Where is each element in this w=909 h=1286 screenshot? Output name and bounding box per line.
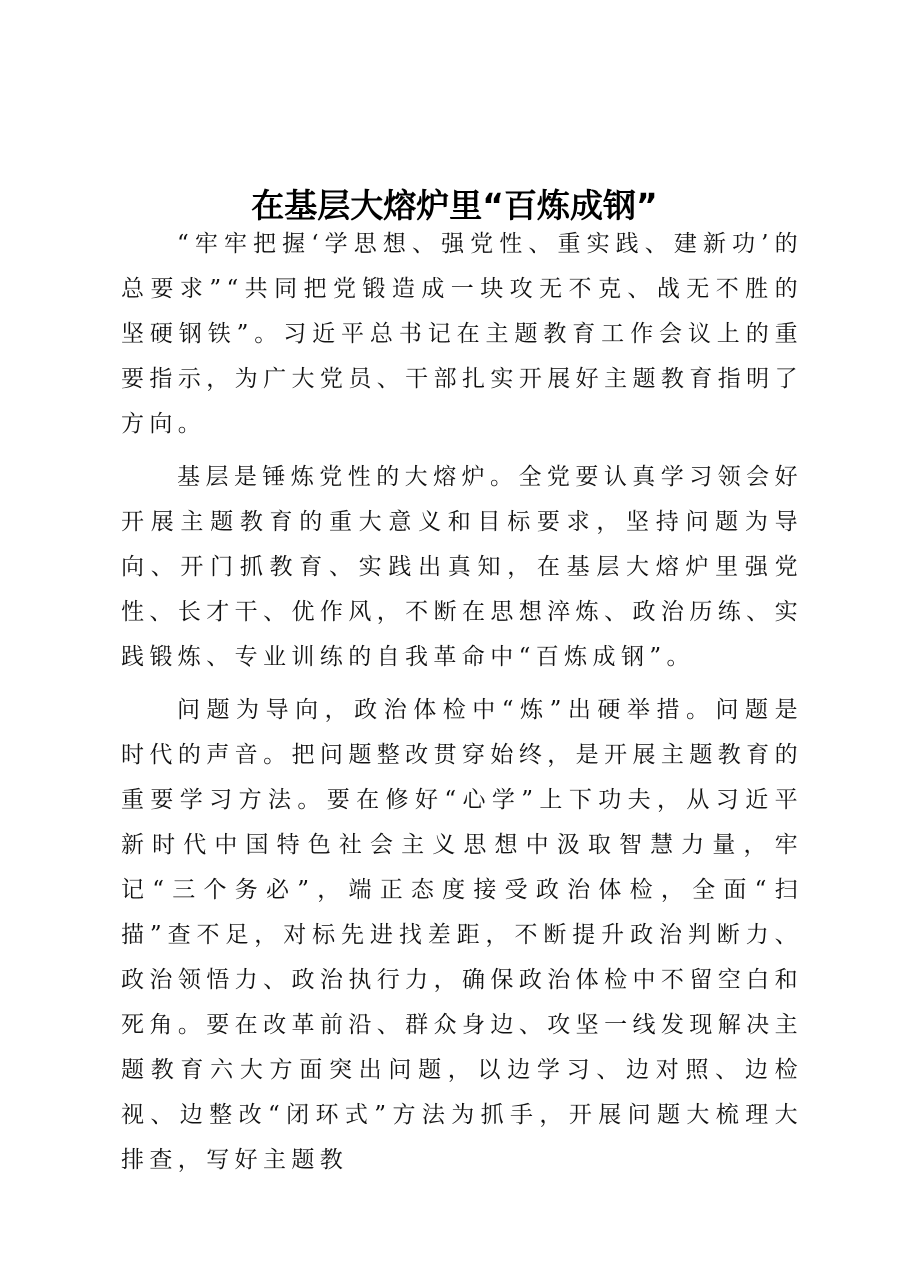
paragraph-3: 问题为导向，政治体检中“炼”出硬举措。问题是时代的声音。把问题整改贯穿始终，是开展主题教育的重要学习方法。要在修好“心学”上下功夫，从习近平新时代中国特色社会主义思想中汲取智慧力量，牢记“三个务必”，端正态度接受政治体检，全面“扫描”查不足，对标先进找差距，不断提升政治判断力、政治领悟力、政治执行力，确保政治体检中不留空白和死角。要在改革前沿、群众身边、攻坚一线发现解决主题教育六大方面突出问题，以边学习、边对照、边检视、边整改“闭环式”方法为抓手，开展问题大梳理大排查，写好主题教	[121, 697, 803, 1173]
paragraph-2: 基层是锤炼党性的大熔炉。全党要认真学习领会好开展主题教育的重大意义和目标要求，坚持问题为导向、开门抓教育、实践出真知，在基层大熔炉里强党性、长才干、优作风，不断在思想淬炼、政治历练、实践锻炼、专业训练的自我革命中“百炼成钢”。	[121, 464, 803, 670]
paragraph-1: “牢牢把握‘学思想、强党性、重实践、建新功’的总要求”“共同把党锻造成一块攻无不克、战无不胜的坚硬钢铁”。习近平总书记在主题教育工作会议上的重要指示，为广大党员、干部扎实开展好主题教育指明了方向。	[121, 231, 803, 437]
document-title: 在基层大熔炉里“百炼成钢”	[251, 186, 658, 226]
document-body	[121, 222, 803, 1191]
